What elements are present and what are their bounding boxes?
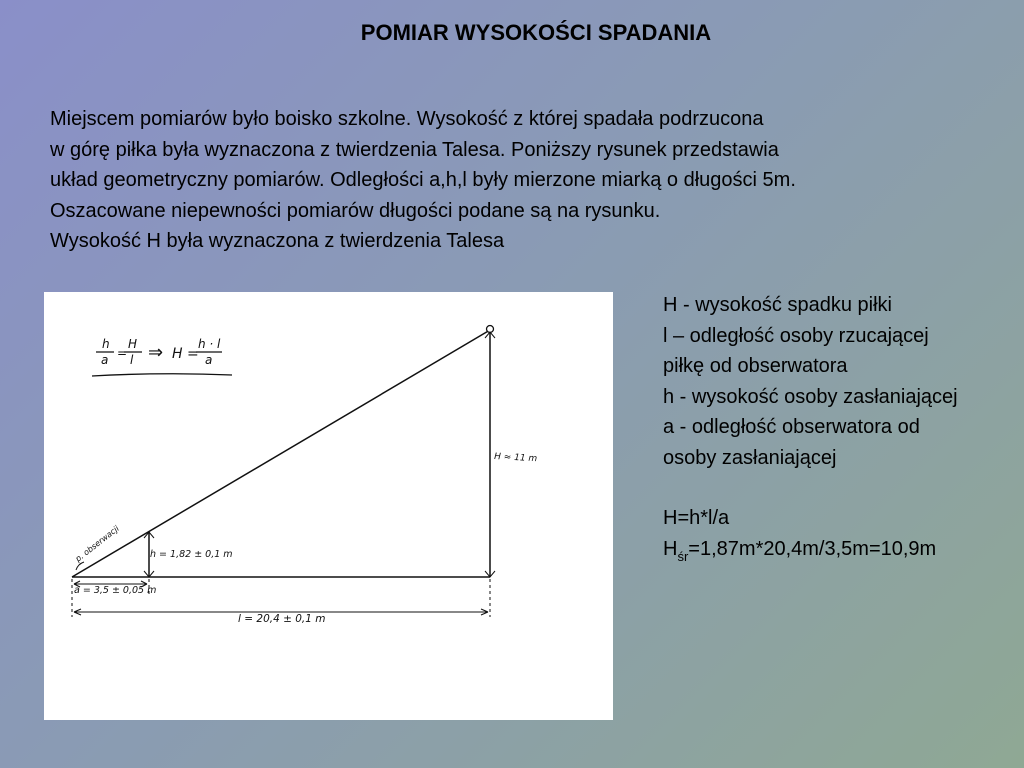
formula-h: h (102, 337, 110, 351)
legend-text (663, 290, 1013, 566)
label-h: h = 1,82 ± 0,1 m (150, 549, 233, 560)
observer-label: p. obserwacji (73, 523, 121, 564)
result-rest: =1,87m*20,4m/3,5m=10,9m (688, 537, 937, 560)
legend-line: osoby zasłaniającej (663, 446, 837, 469)
legend-line: H - wysokość spadku piłki (663, 294, 892, 316)
legend-line: piłkę od obserwatora (663, 355, 848, 377)
formula-group (92, 337, 232, 376)
label-H: H ≈ 11 m (493, 452, 538, 465)
label-a: a = 3,5 ± 0,05 m (74, 585, 157, 596)
intro-line: Miejscem pomiarów było boisko szkolne. Wysokość z której spadała podrzucona (50, 108, 764, 130)
legend-line: a - odległość obserwatora od (663, 416, 920, 438)
intro-line: układ geometryczny pomiarów. Odległości a,h,l były mierzone miarką o długości 5m. (50, 169, 796, 191)
legend-result (663, 534, 1013, 567)
formula-result-den: a (205, 353, 213, 367)
measurement-diagram (44, 292, 613, 720)
formula-underline (92, 374, 232, 376)
intro-line: Wysokość H była wyznaczona z twierdzenia Talesa (50, 230, 505, 252)
result-subscript: śr (677, 548, 689, 564)
formula-result-num: h · l (198, 337, 221, 351)
legend-line: l – odległość osoby rzucającej (663, 324, 929, 347)
sight-line (72, 330, 490, 577)
observer-pointer (76, 562, 84, 570)
formula-l: l (130, 353, 134, 367)
result-prefix: H (663, 537, 678, 560)
formula-H: H (128, 337, 138, 351)
intro-line: Oszacowane niepewności pomiarów długości podane są na rysunku. (50, 199, 661, 222)
page-title: POMIAR WYSOKOŚCI SPADANIA (360, 20, 712, 45)
legend-formula: H=h*l/a (663, 507, 730, 529)
diagram-svg (44, 292, 613, 720)
legend-line: h - wysokość osoby zasłaniającej (663, 385, 958, 408)
intro-text (50, 104, 950, 257)
label-l: l = 20,4 ± 0,1 m (238, 613, 326, 625)
legend-spacer (663, 473, 1013, 503)
formula-result-lhs: H = (172, 346, 199, 362)
formula-equals: = (117, 346, 128, 360)
implies-arrow: ⇒ (148, 342, 164, 363)
intro-line: w górę piłka była wyznaczona z twierdzenia Talesa. Poniższy rysunek przedstawia (50, 138, 779, 161)
formula-a: a (101, 353, 109, 367)
